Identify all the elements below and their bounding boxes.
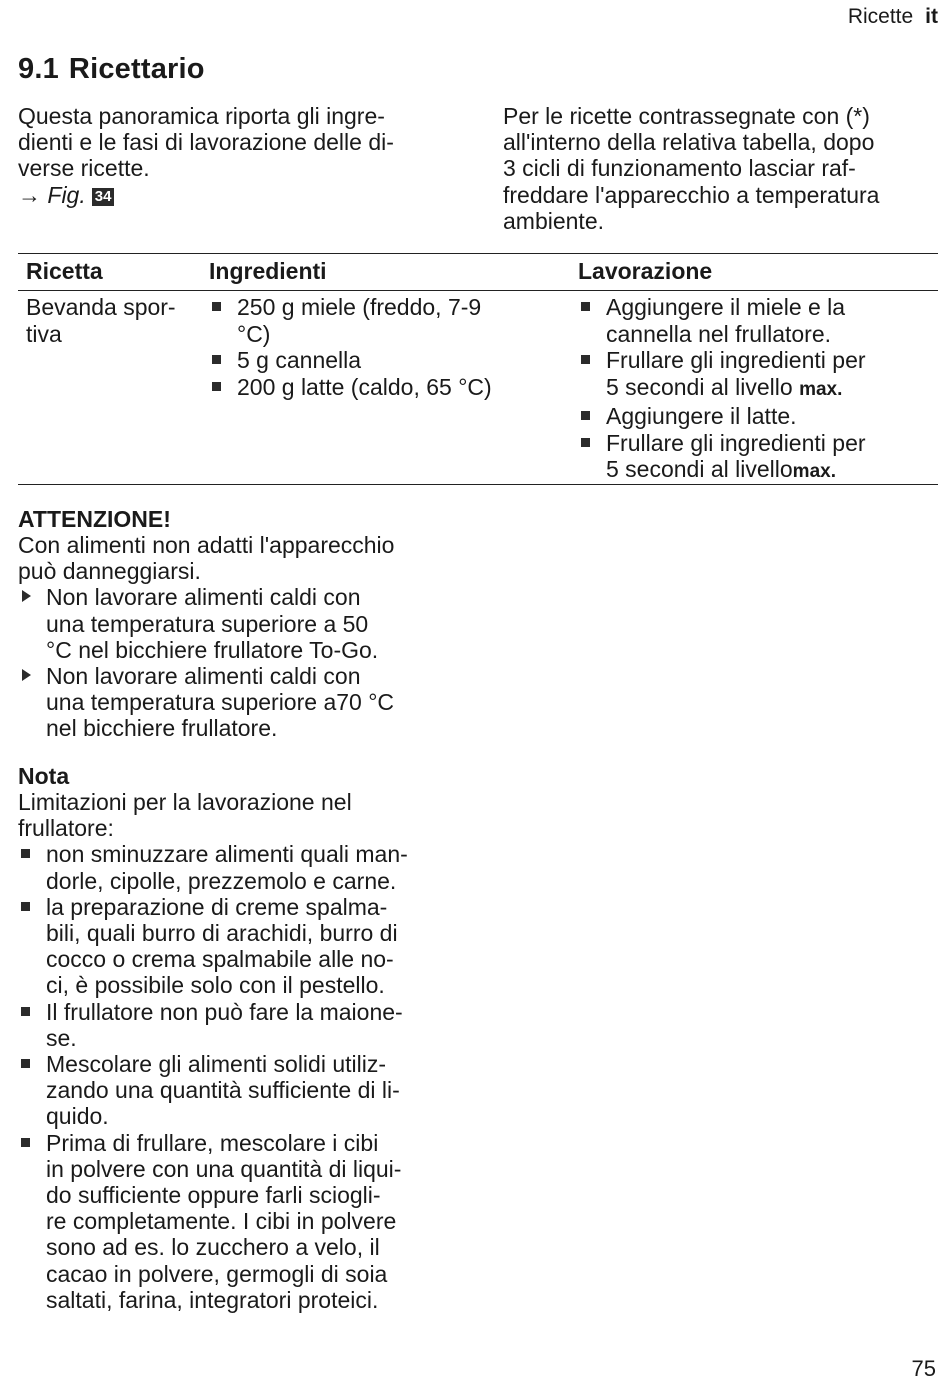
bullet-square-icon: [212, 355, 221, 364]
arrow-right-icon: →: [18, 181, 41, 208]
note-item-line: saltati, farina, integratori proteici.: [46, 1286, 379, 1313]
step-line: [606, 456, 866, 486]
warning-item-line: una temperatura superiore a 50: [46, 610, 369, 637]
warning-item-line: nel bicchiere frullatore.: [46, 715, 278, 742]
note-item-line: non sminuzzare alimenti quali man-: [46, 841, 408, 868]
note-item: [18, 1051, 408, 1130]
processing-cell: [578, 294, 866, 486]
bullet-square-icon: [21, 849, 30, 858]
triangle-bullet-icon: [22, 590, 31, 602]
ingredient-item: [209, 374, 492, 401]
note-item-line: re completamente. I cibi in polvere: [46, 1208, 397, 1235]
ingredient-item: [209, 294, 492, 347]
table-top-rule: [18, 253, 938, 254]
column-header-processing: Lavorazione: [578, 258, 713, 284]
warning-text-line: può danneggiarsi.: [18, 558, 201, 585]
note-item-line: Il frullatore non può fare la maione-: [46, 998, 403, 1025]
note-heading: Nota: [18, 763, 70, 789]
bullet-square-icon: [581, 438, 590, 447]
step-item: [578, 403, 866, 430]
figure-number-badge: 34: [92, 188, 115, 206]
section-number: 9.1: [18, 53, 59, 85]
bullet-square-icon: [581, 302, 590, 311]
ingredient-item: [209, 347, 492, 374]
ingredient-line: 250 g miele (freddo, 7-9: [237, 294, 482, 320]
step-line: Frullare gli ingredienti per: [606, 429, 866, 456]
table-header-rule: [18, 290, 938, 291]
page-number: 75: [911, 1356, 936, 1381]
figure-label: Fig.: [47, 181, 86, 208]
max-level-label: max.: [799, 378, 843, 400]
step-text: 5 secondi al livello: [606, 373, 793, 400]
intro-right-line: Per le ricette contrassegnate con (*): [503, 103, 870, 129]
bullet-square-icon: [21, 1138, 30, 1147]
note-item-line: ci, è possibile solo con il pestello.: [46, 972, 385, 999]
note-item-line: bili, quali burro di arachidi, burro di: [46, 920, 398, 947]
note-item-line: do sufficiente oppure farli sciogli-: [46, 1182, 381, 1209]
step-item: [578, 430, 866, 486]
intro-right: [503, 103, 879, 234]
intro-left-line: dienti e le fasi di lavorazione delle di-: [18, 129, 394, 156]
section-title: [18, 53, 205, 86]
intro-left-line: verse ricette.: [18, 155, 150, 182]
running-header: [848, 5, 938, 29]
warning-body: [18, 532, 394, 742]
warning-text-line: Con alimenti non adatti l'apparecchio: [18, 532, 395, 558]
note-item: [18, 894, 408, 999]
note-item-line: cocco o crema spalmabile alle no-: [46, 946, 394, 973]
warning-item-line: Non lavorare alimenti caldi con: [46, 663, 361, 690]
note-item-line: in polvere con una quantità di liqui-: [46, 1155, 402, 1182]
warning-item-line: °C nel bicchiere frullatore To-Go.: [46, 636, 379, 663]
ingredient-line: 200 g latte (caldo, 65 °C): [237, 373, 492, 400]
step-line: Aggiungere il miele e la: [606, 294, 846, 320]
note-item-line: Prima di frullare, mescolare i cibi: [46, 1129, 379, 1156]
triangle-bullet-icon: [22, 669, 31, 681]
column-header-recipe: Ricetta: [26, 258, 103, 284]
recipe-name-line: Bevanda spor-: [26, 294, 176, 320]
recipe-name-line: tiva: [26, 320, 62, 347]
note-text-line: Limitazioni per la lavorazione nel: [18, 789, 352, 815]
intro-left-line: Questa panoramica riporta gli ingre-: [18, 103, 385, 129]
step-line: Frullare gli ingredienti per: [606, 347, 866, 373]
step-text: 5 secondi al livello: [606, 456, 793, 482]
step-line: cannella nel frullatore.: [606, 320, 832, 347]
table-bottom-rule: [18, 484, 938, 485]
bullet-square-icon: [212, 382, 221, 391]
note-body: [18, 789, 408, 1313]
note-item-line: se.: [46, 1024, 77, 1051]
note-item-line: la preparazione di creme spalma-: [46, 893, 388, 920]
warning-item-line: Non lavorare alimenti caldi con: [46, 584, 361, 611]
note-text-line: frullatore:: [18, 815, 114, 842]
section-title-text: Ricettario: [68, 53, 205, 85]
intro-right-line: freddare l'apparecchio a temperatura: [503, 181, 880, 208]
column-header-ingredients: Ingredienti: [209, 258, 327, 284]
ingredients-cell: [209, 294, 492, 400]
ingredient-line: °C): [237, 320, 271, 347]
header-section: Ricette: [847, 5, 914, 28]
bullet-square-icon: [581, 355, 590, 364]
header-language: it: [925, 5, 938, 28]
intro-right-line: all'interno della relativa tabella, dopo: [503, 129, 875, 156]
step-line: [606, 374, 866, 404]
note-item: [18, 1130, 408, 1313]
note-item-line: Mescolare gli alimenti solidi utiliz-: [46, 1051, 387, 1078]
step-line: Aggiungere il latte.: [606, 403, 797, 429]
step-item: [578, 347, 866, 403]
note-item: [18, 999, 408, 1051]
warning-item: [18, 584, 394, 663]
bullet-square-icon: [21, 902, 30, 911]
note-item-line: cacao in polvere, germogli di soia: [46, 1260, 388, 1287]
recipe-name-cell: [26, 294, 176, 347]
intro-right-line: 3 cicli di funzionamento lasciar raf-: [503, 155, 856, 182]
note-item: [18, 841, 408, 893]
max-level-label: max.: [792, 461, 836, 482]
figure-reference[interactable]: [18, 182, 394, 208]
warning-item-line: una temperatura superiore a70 °C: [46, 689, 395, 716]
ingredient-line: 5 g cannella: [237, 347, 362, 373]
note-item-line: zando una quantità sufficiente di li-: [46, 1077, 400, 1104]
warning-heading: ATTENZIONE!: [18, 506, 171, 532]
bullet-square-icon: [581, 411, 590, 420]
intro-left: [18, 103, 394, 208]
step-item: [578, 294, 866, 347]
bullet-square-icon: [212, 302, 221, 311]
note-item-line: sono ad es. lo zucchero a velo, il: [46, 1234, 380, 1261]
note-item-line: quido.: [46, 1103, 109, 1130]
note-item-line: dorle, cipolle, prezzemolo e carne.: [46, 867, 397, 894]
warning-item: [18, 663, 394, 742]
bullet-square-icon: [21, 1007, 30, 1016]
bullet-square-icon: [21, 1059, 30, 1068]
intro-right-line: ambiente.: [503, 207, 605, 234]
